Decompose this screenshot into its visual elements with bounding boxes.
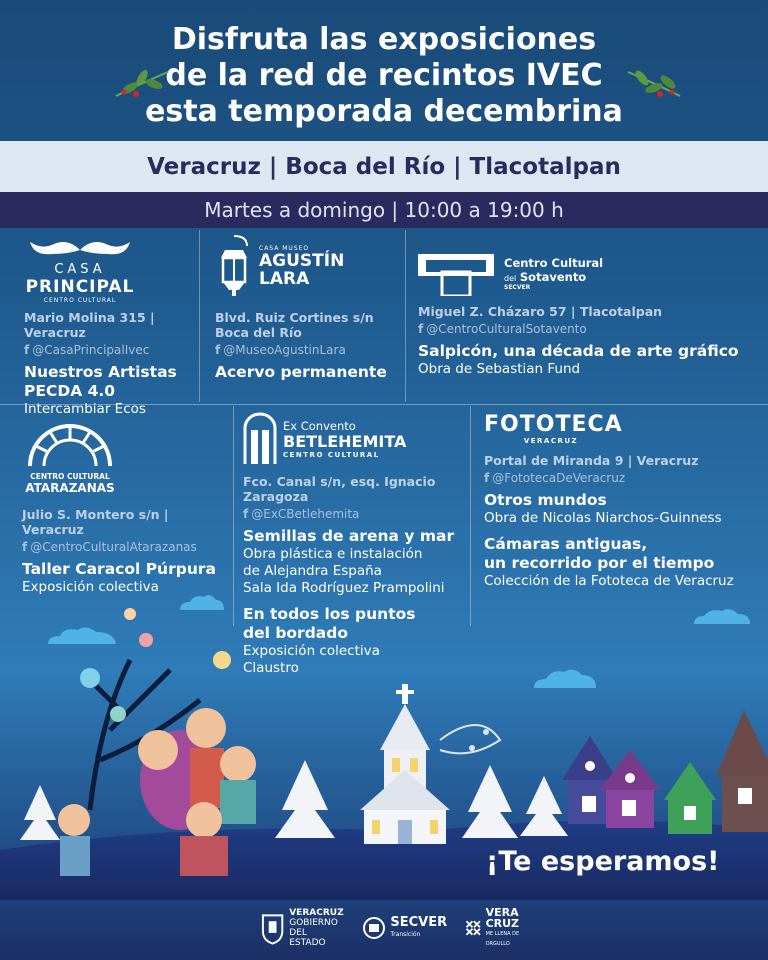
social-handle[interactable]: f @MuseoAgustinLara xyxy=(215,343,346,357)
logo-line: BETLEHEMITA xyxy=(283,432,407,451)
atarazanas-logo xyxy=(22,424,118,495)
facebook-icon: f xyxy=(22,540,28,554)
logo-line: SECVER xyxy=(504,283,531,291)
holly-sprig-icon xyxy=(624,66,684,102)
exhibition-subtitle: Exposición colectiva Claustro xyxy=(243,643,380,676)
divider xyxy=(233,406,234,626)
exhibition-subtitle: Colección de la Fototeca de Veracruz xyxy=(484,573,734,589)
logo-line: CASA xyxy=(54,262,106,277)
building-pillars-icon xyxy=(418,250,494,296)
footer-logos xyxy=(260,908,530,948)
exhibition-subtitle: Intercambiar Ecos xyxy=(24,401,146,417)
logo-line: AGUSTÍN xyxy=(259,250,345,271)
venue-fototeca xyxy=(484,412,760,590)
exhibition-title: Semillas de arena y mar xyxy=(243,527,455,545)
logo-line: FOTOTECA xyxy=(484,412,623,437)
veracruz-brand-logo: VERA CRUZ ME LLENA DE ORGULLO xyxy=(465,907,530,949)
venue-address: Mario Molina 315 | Veracruz xyxy=(24,310,155,340)
social-handle[interactable]: f @CentroCulturalAtarazanas xyxy=(22,540,197,554)
logo-line: PRINCIPAL xyxy=(25,277,135,297)
divider xyxy=(405,230,406,402)
divider xyxy=(470,406,471,626)
exhibition-subtitle: Exposición colectiva xyxy=(22,579,159,595)
facebook-icon: f xyxy=(24,343,30,357)
pattern-emblem-icon xyxy=(465,917,481,939)
logo-line: CENTRO CULTURAL xyxy=(43,297,117,304)
logo-line: CENTRO CULTURAL xyxy=(283,451,380,459)
venue-casa-principal xyxy=(24,236,194,418)
secver-emblem-icon xyxy=(362,916,386,940)
title-line-3: esta temporada decembrina xyxy=(145,94,623,129)
venue-agustin-lara xyxy=(215,234,401,382)
divider xyxy=(199,230,200,402)
hours-band: Martes a domingo | 10:00 a 19:00 h xyxy=(0,192,768,228)
lantern-icon xyxy=(215,234,253,298)
venue-atarazanas xyxy=(22,424,232,596)
facebook-icon: f xyxy=(418,322,424,336)
exhibition-subtitle: Obra plástica e instalación de Alejandra España Sala Ida Rodríguez Prampolini xyxy=(243,546,445,596)
venue-address: Blvd. Ruiz Cortines s/n Boca del Río xyxy=(215,310,374,340)
social-handle[interactable]: f @FototecaDeVeracruz xyxy=(484,471,626,485)
facebook-icon: f xyxy=(243,507,249,521)
coat-of-arms-icon xyxy=(260,911,285,945)
logo-line: CASA MUSEO xyxy=(259,244,310,252)
fototeca-logo xyxy=(484,412,623,445)
holly-sprig-icon xyxy=(112,66,172,102)
exhibition-subtitle: Obra de Sebastian Fund xyxy=(418,361,581,377)
betlehemita-logo xyxy=(243,412,469,466)
arched-doors-icon xyxy=(243,412,277,466)
cities-band: Veracruz | Boca del Río | Tlacotalpan xyxy=(0,141,768,192)
facebook-icon: f xyxy=(215,343,221,357)
mustache-ornament-icon xyxy=(24,236,136,258)
logo-line: del Sotavento xyxy=(504,269,587,284)
venue-sotavento xyxy=(418,250,758,378)
logo-line: CENTRO CULTURAL xyxy=(30,472,110,481)
social-handle[interactable]: f @ExCBetlehemita xyxy=(243,507,360,521)
logo-line: Ex Convento xyxy=(283,419,356,433)
agustin-lara-logo xyxy=(215,234,401,298)
venue-address: Julio S. Montero s/n | Veracruz xyxy=(22,507,169,537)
logo-line: ATARAZANAS xyxy=(25,481,115,495)
facebook-icon: f xyxy=(484,471,490,485)
logo-line: Centro Cultural xyxy=(504,255,604,270)
social-handle[interactable]: f @CentroCulturalSotavento xyxy=(418,322,587,336)
title-line-1: Disfruta las exposiciones xyxy=(171,22,597,57)
logo-line: LARA xyxy=(259,268,310,289)
venue-address: Portal de Miranda 9 | Veracruz xyxy=(484,453,699,468)
venue-address: Miguel Z. Cházaro 57 | Tlacotalpan xyxy=(418,304,663,319)
casa-principal-logo xyxy=(24,236,136,304)
arch-rays-icon xyxy=(24,424,116,468)
exhibition-title: Salpicón, una década de arte gráfico xyxy=(418,342,739,360)
logo-line: VERACRUZ xyxy=(523,437,579,445)
exhibition-title: Cámaras antiguas, un recorrido por el tiempo xyxy=(484,535,715,572)
venue-address: Fco. Canal s/n, esq. Ignacio Zaragoza xyxy=(243,474,436,504)
cta-text: ¡Te esperamos! xyxy=(486,846,720,877)
title-line-2: de la red de recintos IVEC xyxy=(165,58,603,93)
exhibition-title: Taller Caracol Púrpura xyxy=(22,560,216,578)
exhibition-title: En todos los puntos del bordado xyxy=(243,605,416,642)
exhibition-title: Otros mundos xyxy=(484,491,607,509)
exhibition-title: Acervo permanente xyxy=(215,363,387,381)
exhibition-title: Nuestros Artistas PECDA 4.0 xyxy=(24,363,177,400)
veracruz-government-logo: VERACRUZ GOBIERNO DEL ESTADO xyxy=(260,908,344,948)
secver-logo: SECVER Transición xyxy=(362,916,447,940)
sotavento-logo xyxy=(418,250,758,296)
exhibition-subtitle: Obra de Nicolas Niarchos-Guinness xyxy=(484,510,722,526)
social-handle[interactable]: f @CasaPrincipalIvec xyxy=(24,343,150,357)
